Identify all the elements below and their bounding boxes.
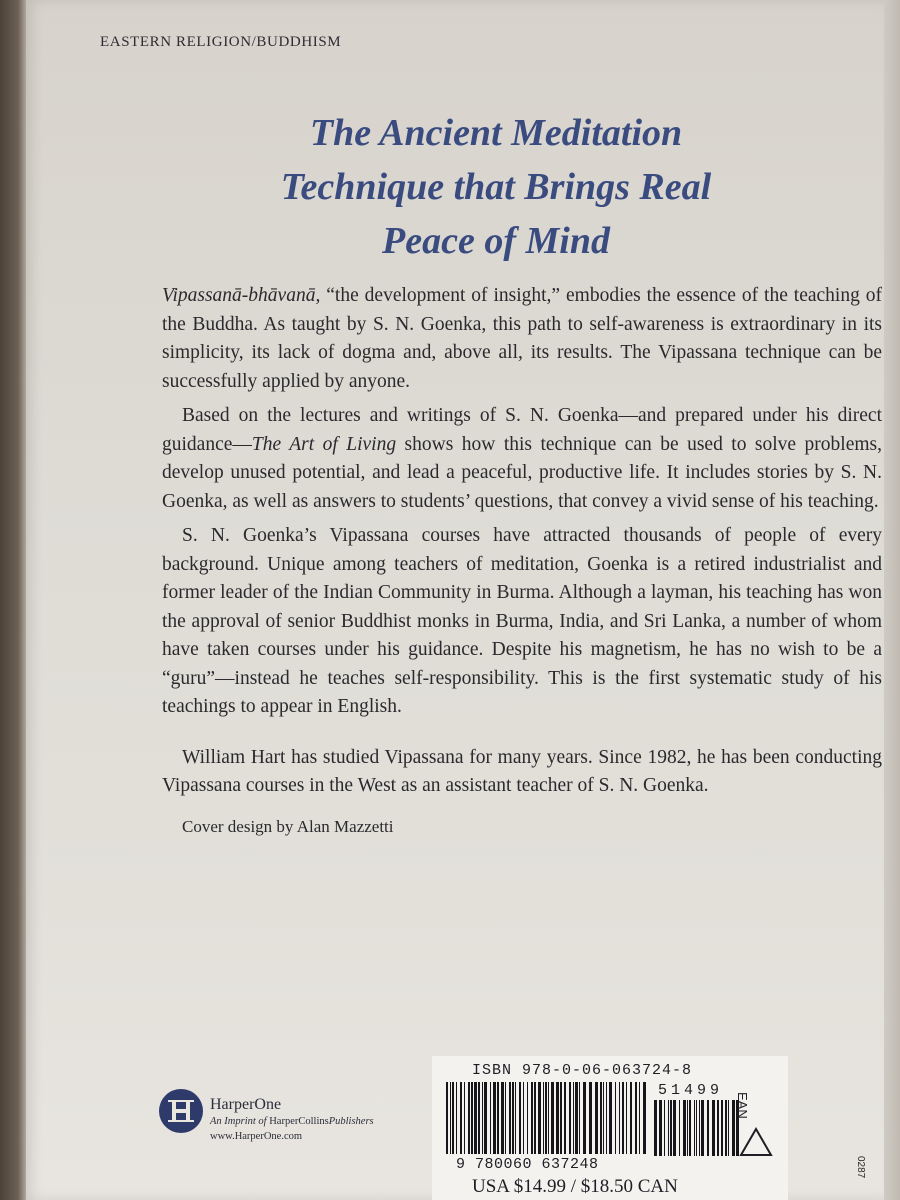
printer-code: 0287	[855, 1156, 866, 1179]
paragraph-book	[162, 402, 882, 516]
isbn-text: ISBN 978-0-06-063724-8	[472, 1062, 693, 1079]
book-title: The Art of Living	[251, 433, 397, 455]
headline-line-1: The Ancient Meditation	[309, 112, 683, 154]
headline-line-3: Peace of Mind	[382, 220, 610, 262]
paragraph-book-before: Based on the lectures and writings of S. N. Goenka—and prepared under his direct guidance—	[162, 405, 882, 455]
ean-number: 9 780060 637248	[456, 1156, 599, 1173]
publisher-name: HarperOne	[210, 1096, 282, 1113]
paragraph-book-after: shows how this technique can be used to solve problems, develop unused potential, and lead a peaceful, productive life. It includes stories by S. N. Goenka, as well as answers to students’ questions, that convey a vivid sense of his teaching.	[162, 433, 882, 512]
cover-credit: Cover design by Alan Mazzetti	[182, 816, 394, 836]
headline	[176, 106, 816, 268]
category-label: EASTERN RELIGION/BUDDHISM	[100, 34, 342, 50]
headline-line-2: Technique that Brings Real	[280, 166, 712, 208]
addon-barcode	[654, 1100, 740, 1156]
imprint-prefix: An Imprint of	[210, 1116, 270, 1127]
triangle-icon	[738, 1126, 774, 1158]
price-addon-number: 51499	[658, 1082, 724, 1099]
ean-label: EAN	[735, 1092, 750, 1119]
vipassana-term: Vipassanā-bhāvanā,	[162, 285, 321, 306]
publisher-block	[158, 1088, 418, 1168]
paragraph-intro-text: “the development of insight,” embodies the essence of the teaching of the Buddha. As taught by S. N. Goenka, this path to self-awareness is extraordinary in its simplicity, its lack of dogma and, above all, its results. The Vipassana technique can be successfully applied by anyone.	[162, 285, 882, 392]
price-text: USA $14.99 / $18.50 CAN	[472, 1176, 678, 1197]
barcode-panel	[432, 1056, 788, 1200]
imprint-suffix: Publishers	[328, 1116, 374, 1127]
publisher-imprint	[210, 1116, 374, 1127]
author-bio: William Hart has studied Vipassana for many years. Since 1982, he has been conducting Vipassana courses in the West as an assistant teacher of S. N. Goenka.	[162, 746, 882, 796]
imprint-name: HarperCollins	[269, 1116, 329, 1127]
description-body	[162, 282, 882, 841]
harperone-logo-icon	[158, 1088, 204, 1134]
publisher-url: www.HarperOne.com	[210, 1131, 303, 1142]
cover-edge	[884, 0, 900, 1200]
paragraph-goenka: S. N. Goenka’s Vipassana courses have attracted thousands of people of every background. Unique among teachers of meditation, Goenka is a retired industrialist and former leader of the Indian Community in Burma. Although a layman, his teaching has won the approval of senior Buddhist monks in Burma, India, and Sri Lanka, a number of whom have taken courses under his guidance. Despite his magnetism, he has no wish to be a “guru”—instead he teaches self-responsibility. This is the first systematic study of his teachings to appear in English.	[162, 525, 882, 717]
paragraph-intro	[162, 282, 882, 396]
book-back-cover	[26, 0, 886, 1200]
ean-barcode	[446, 1082, 646, 1154]
